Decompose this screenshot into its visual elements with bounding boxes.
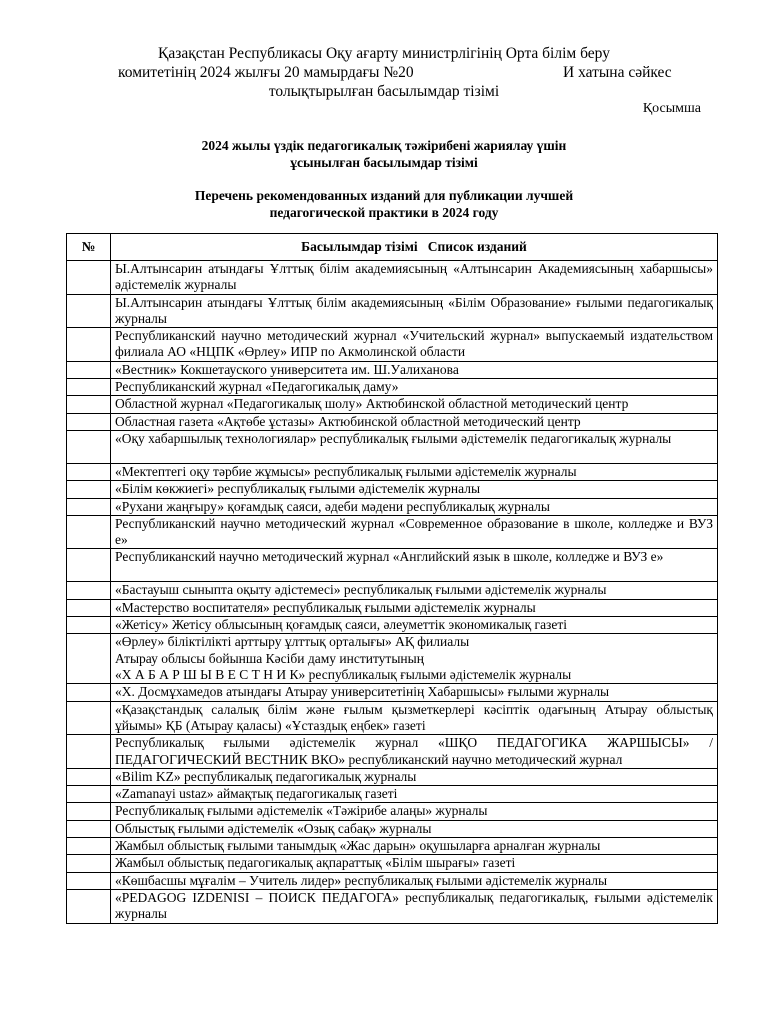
publication-cell: «Көшбасшы мұғалім – Учитель лидер» республикалық ғылыми әдістемелік журналы (111, 872, 718, 889)
table-row (67, 294, 718, 328)
title-kz-line-1: 2024 жылы үздік педагогикалық тәжірибені жариялау үшін (201, 138, 567, 153)
row-number-cell (67, 634, 111, 684)
table-row (67, 803, 718, 820)
table-row (67, 684, 718, 701)
table-row (67, 786, 718, 803)
column-header-number: № (67, 234, 111, 261)
table-row (67, 768, 718, 785)
row-number-cell (67, 361, 111, 378)
publication-cell: Республикалық ғылыми әдістемелік «Тәжірибе алаңы» журналы (111, 803, 718, 820)
row-number-cell (67, 463, 111, 480)
publication-cell: «Bilim KZ» республикалық педагогикалық журналы (111, 768, 718, 785)
publication-cell: «Мектептегі оқу тәрбие жұмысы» республикалық ғылыми әдістемелік журналы (111, 463, 718, 480)
row-number-cell (67, 515, 111, 549)
row-number-cell (67, 768, 111, 785)
table-row (67, 549, 718, 582)
table-row (67, 481, 718, 498)
publication-cell: Ы.Алтынсарин атындағы Ұлттық білім академиясының «Алтынсарин Академиясының хабаршысы» әдістемелік журналы (111, 261, 718, 295)
table-row (67, 634, 718, 684)
publication-cell: «Мастерство воспитателя» республикалық ғылыми әдістемелік журналы (111, 599, 718, 616)
publication-cell: «Өрлеу» біліктілікті арттыру ұлттық орталығы» АҚ филиалы Атырау облысы бойынша Кәсіби даму институтының «Х А Б А Р Ш Ы В Е С Т Н И К» республикалық ғылыми әдістемелік журналы (111, 634, 718, 684)
publication-cell: Жамбыл облыстық ғылыми танымдық «Жас дарын» оқушыларға арналған журналы (111, 838, 718, 855)
publication-cell: Республикалық ғылыми әдістемелік журнал «ШҚО ПЕДАГОГИКА ЖАРШЫСЫ» /ПЕДАГОГИЧЕСКИЙ ВЕСТНИК ВКО» республиканский научно методический журнал (111, 735, 718, 769)
publication-cell: Ы.Алтынсарин атындағы Ұлттық білім академиясының «Білім Образование» ғылыми педагогикалық журналы (111, 294, 718, 328)
table-header-row (67, 234, 718, 261)
table-row (67, 820, 718, 837)
publication-cell: «Х. Досмұхамедов атындағы Атырау университетінің Хабаршысы» ғылыми журналы (111, 684, 718, 701)
row-number-cell (67, 481, 111, 498)
table-row (67, 430, 718, 463)
table-row (67, 361, 718, 378)
title-kz-line-2: ұсынылған басылымдар тізімі (290, 155, 478, 170)
row-number-cell (67, 261, 111, 295)
header-line-2-left: комитетінің 2024 жылғы 20 мамырдағы №20 (118, 64, 414, 81)
publication-cell: Жамбыл облыстық педагогикалық ақпараттық «Білім шырағы» газеті (111, 855, 718, 872)
column-header-list: Басылымдар тізімі Список изданий (111, 234, 718, 261)
row-number-cell (67, 294, 111, 328)
row-number-cell (67, 498, 111, 515)
publications-table (66, 233, 718, 924)
table-row (67, 379, 718, 396)
table-row (67, 855, 718, 872)
table-row (67, 396, 718, 413)
header-line-3: толықтырылған басылымдар тізімі (268, 83, 500, 100)
row-number-cell (67, 820, 111, 837)
row-number-cell (67, 872, 111, 889)
table-row (67, 413, 718, 430)
row-number-cell (67, 838, 111, 855)
row-number-cell (67, 582, 111, 599)
row-number-cell (67, 599, 111, 616)
publication-cell: Республиканский научно методический журнал «Современное образование в школе, колледже и ВУЗ е» (111, 515, 718, 549)
row-number-cell (67, 803, 111, 820)
publication-cell: Республиканский научно методический журнал «Английский язык в школе, колледже и ВУЗ е» (111, 549, 718, 582)
table-row (67, 872, 718, 889)
publication-cell: Облыстық ғылыми әдістемелік «Озық сабақ» журналы (111, 820, 718, 837)
publication-cell: «Қазақстандық салалық білім және ғылым қызметкерлері кәсіптік одағының Атырау облыстық ұйымы» ҚБ (Атырау қаласы) «Ұстаздық еңбек» газеті (111, 701, 718, 735)
table-row (67, 701, 718, 735)
title-ru-line-1: Перечень рекомендованных изданий для публикации лучшей (194, 188, 574, 203)
table-row (67, 838, 718, 855)
publication-cell: «Zamanayi ustaz» аймақтық педагогикалық газеті (111, 786, 718, 803)
publication-cell: «Бастауыш сыныпта оқыту әдістемесі» республикалық ғылыми әдістемелік журналы (111, 582, 718, 599)
table-row (67, 889, 718, 923)
row-number-cell (67, 701, 111, 735)
row-number-cell (67, 889, 111, 923)
table-row (67, 463, 718, 480)
publication-cell: «Оқу хабаршылық технологиялар» республикалық ғылыми әдістемелік педагогикалық журналы (111, 430, 718, 463)
row-number-cell (67, 430, 111, 463)
table-row (67, 735, 718, 769)
publication-cell: Областная газета «Ақтөбе ұстазы» Актюбинской областной методический центр (111, 413, 718, 430)
table-row (67, 515, 718, 549)
publication-cell: «PEDAGOG IZDENISI – ПОИСК ПЕДАГОГА» республикалық педагогикалық, ғылыми әдістемелік журналы (111, 889, 718, 923)
table-row (67, 599, 718, 616)
publication-cell: «Білім көкжиегі» республикалық ғылыми әдістемелік журналы (111, 481, 718, 498)
publication-cell: «Жетісу» Жетісу облысының қоғамдық саяси, әлеуметтік экономикалық газеті (111, 617, 718, 634)
row-number-cell (67, 684, 111, 701)
row-number-cell (67, 855, 111, 872)
row-number-cell (67, 379, 111, 396)
publication-cell: «Рухани жаңғыру» қоғамдық саяси, әдеби мәдени республикалық журналы (111, 498, 718, 515)
row-number-cell (67, 617, 111, 634)
publication-cell: Областной журнал «Педагогикалық шолу» Актюбинской областной методический центр (111, 396, 718, 413)
row-number-cell (67, 328, 111, 362)
publication-cell: Республиканский журнал «Педагогикалық даму» (111, 379, 718, 396)
title-ru-line-2: педагогической практики в 2024 году (269, 205, 499, 220)
publication-cell: Республиканский научно методический журнал «Учительский журнал» выпускаемый издательством филиала АО «НЦПК «Өрлеу» ИПР по Акмолинской области (111, 328, 718, 362)
header-line-1: Қазақстан Республикасы Оқу ағарту министрлігінің Орта білім беру (158, 45, 610, 62)
row-number-cell (67, 396, 111, 413)
table-row (67, 498, 718, 515)
table-row (67, 582, 718, 599)
annex-label: Қосымша (642, 101, 701, 116)
table-row (67, 617, 718, 634)
header-line-2-right: И хатына сәйкес (563, 64, 672, 81)
row-number-cell (67, 413, 111, 430)
table-row (67, 261, 718, 295)
table-row (67, 328, 718, 362)
publication-cell: «Вестник» Кокшетауского университета им. Ш.Уалиханова (111, 361, 718, 378)
row-number-cell (67, 786, 111, 803)
row-number-cell (67, 735, 111, 769)
row-number-cell (67, 549, 111, 582)
